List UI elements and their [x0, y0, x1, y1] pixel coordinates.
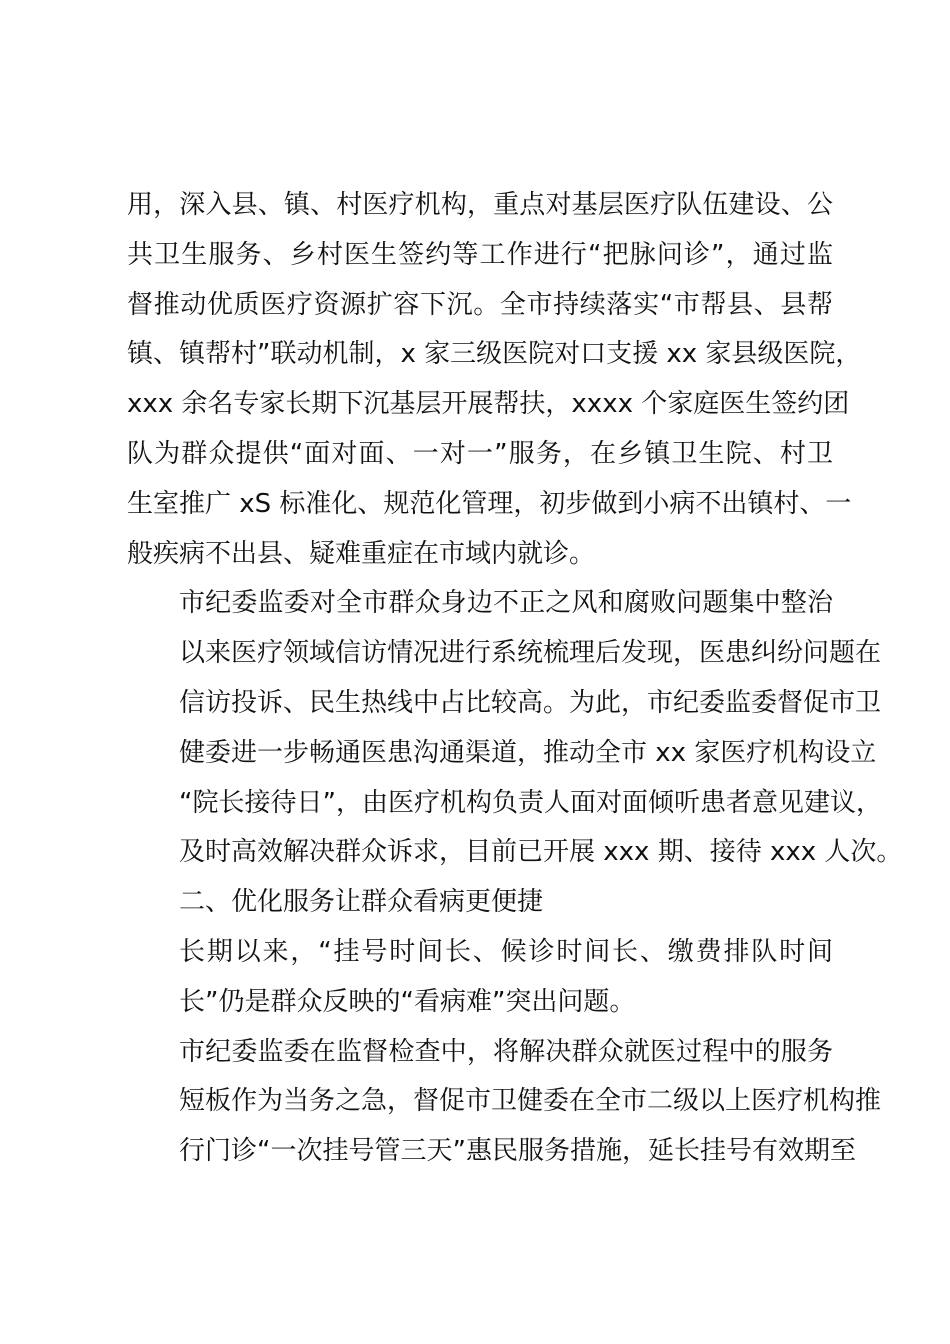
text-line: 二、优化服务让群众看病更便捷	[179, 887, 544, 918]
text-line: 及时高效解决群众诉求，目前已开展 xxx 期、接待 xxx 人次。	[179, 837, 903, 868]
text-line: 镇、镇帮村”联动机制，x 家三级医院对口支援 xx 家县级医院，	[127, 339, 862, 370]
paragraph	[127, 928, 833, 1028]
text-line: 行门诊“一次挂号管三天”惠民服务措施，延长挂号有效期至	[179, 1136, 856, 1167]
text-line: xxx 余名专家长期下沉基层开展帮扶，xxxx 个家庭医生签约团	[127, 389, 850, 420]
paragraph	[127, 1028, 882, 1177]
text-line: 市纪委监委对全市群众身边不正之风和腐败问题集中整治	[179, 588, 833, 619]
paragraph	[127, 181, 862, 579]
paragraph	[127, 579, 903, 878]
text-line: 共卫生服务、乡村医生签约等工作进行“把脉问诊”，通过监	[127, 239, 833, 270]
text-line: 市纪委监委在监督检查中，将解决群众就医过程中的服务	[179, 1036, 833, 1067]
text-line: 以来医疗领域信访情况进行系统梳理后发现，医患纠纷问题在	[179, 638, 882, 669]
text-line: 长期以来，“挂号时间长、候诊时间长、缴费排队时间	[179, 936, 833, 967]
text-line: 长”仍是群众反映的“看病难”突出问题。	[179, 986, 636, 1017]
text-line: 队为群众提供“面对面、一对一”服务，在乡镇卫生院、村卫	[127, 438, 833, 469]
text-line: 健委进一步畅通医患沟通渠道，推动全市 xx 家医疗机构设立	[179, 737, 877, 768]
text-line: 短板作为当务之急，督促市卫健委在全市二级以上医疗机构推	[179, 1086, 882, 1117]
text-line: 督推动优质医疗资源扩容下沉。全市持续落实“市帮县、县帮	[127, 289, 833, 320]
text-line: “院长接待日”，由医疗机构负责人面对面倾听患者意见建议，	[179, 787, 882, 818]
text-line: 般疾病不出县、疑难重症在市域内就诊。	[127, 538, 596, 569]
text-line: 生室推广 xS 标准化、规范化管理，初步做到小病不出镇村、一	[127, 488, 852, 519]
paragraph	[127, 878, 833, 928]
document-body	[127, 181, 903, 1177]
text-line: 信访投诉、民生热线中占比较高。为此，市纪委监委督促市卫	[179, 687, 882, 718]
text-line: 用，深入县、镇、村医疗机构，重点对基层医疗队伍建设、公	[127, 190, 833, 220]
